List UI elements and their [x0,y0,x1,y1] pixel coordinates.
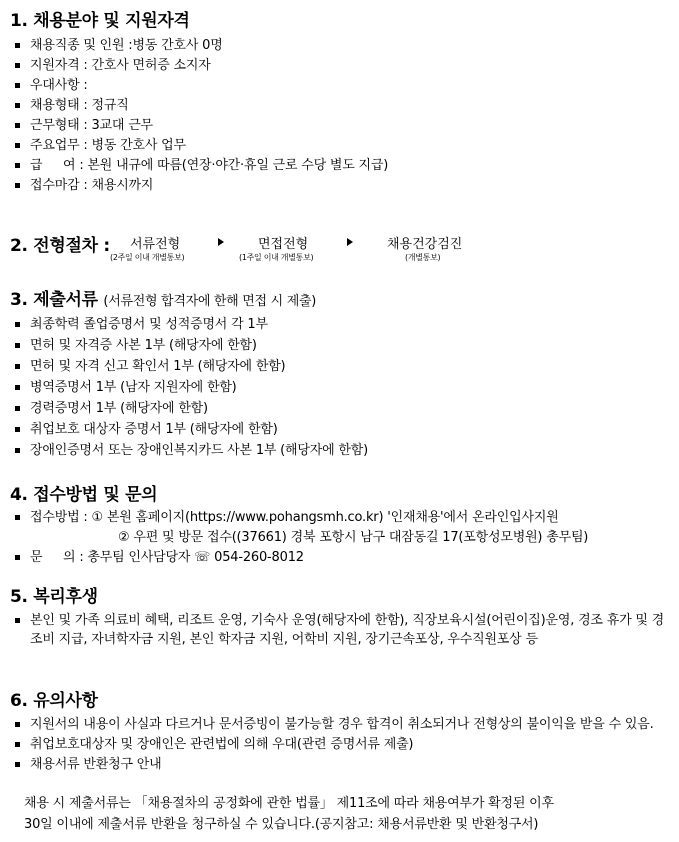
bullet-icon [15,322,20,327]
section-6-list [14,715,665,775]
section-3-subtitle: (서류전형 합격자에 한해 면접 시 제출) [103,294,316,309]
bullet-icon [15,43,20,48]
bullet-icon [15,143,20,148]
step-note: (2주일 이내 개별통보) [110,253,185,262]
bullet-icon [15,406,20,411]
bullet-icon [15,427,20,432]
section-5-list [14,611,665,649]
notice-text: 30일 이내에 제출서류 반환을 청구하실 수 있습니다.(공지참고: 채용서류반환 및 반환청구서) [24,817,539,832]
list-item: 장애인증명서 또는 장애인복지카드 사본 1부 (해당자에 한함) [14,441,669,462]
section-2-title: 2. 전형절차 : [10,236,110,256]
bullet-icon [15,183,20,188]
bullet-icon [15,123,20,128]
list-item: 채용직종 및 인원 :병동 간호사 0명 [14,36,669,56]
bullet-icon [15,63,20,68]
step-interview: 면접전형 [258,237,309,252]
list-item: 채용형태 : 정규직 [14,96,669,116]
step-note: (개별통보) [405,253,441,262]
bullet-icon [15,618,20,623]
section-3-title: 3. 제출서류 (서류전형 합격자에 한해 면접 시 제출) [10,290,316,310]
bullet-icon [15,742,20,747]
arrow-right-icon [347,238,353,246]
bullet-icon [15,722,20,727]
list-item: 우대사항 : [14,76,669,96]
list-item: 취업보호대상자 및 장애인은 관련법에 의해 우대(관련 증명서류 제출) [14,735,665,755]
list-item: 병역증명서 1부 (남자 지원자에 한함) [14,378,669,399]
section-4-title: 4. 접수방법 및 문의 [10,485,158,505]
list-item: 경력증명서 1부 (해당자에 한함) [14,399,669,420]
bullet-icon [15,364,20,369]
list-item: 지원자격 : 간호사 면허증 소지자 [14,56,669,76]
section-4-list [14,508,669,568]
list-item: 지원서의 내용이 사실과 다르거나 문서증빙이 불가능할 경우 합격이 취소되거나 전형상의 불이익을 받을 수 있음. [14,715,665,734]
list-item: 주요업무 : 병동 간호사 업무 [14,136,669,156]
list-item: 취업보호 대상자 증명서 1부 (해당자에 한함) [14,420,669,441]
list-item: ② 우편 및 방문 접수((37661) 경북 포항시 남구 대잠동길 17(포항성모병원) 총무팀) [118,530,589,545]
list-item: 면허 및 자격 신고 확인서 1부 (해당자에 한함) [14,357,669,378]
bullet-icon [15,343,20,348]
list-item: 최종학력 졸업증명서 및 성적증명서 각 1부 [14,315,669,336]
bullet-icon [15,103,20,108]
bullet-icon [15,163,20,168]
step-note: (1주일 이내 개별통보) [239,253,314,262]
list-item: 문 의 : 총무팀 인사담당자 ☏ 054-260-8012 [14,548,669,568]
list-item: 급 여 : 본원 내규에 따름(연장·야간·휴일 근로 수당 별도 지급) [14,156,669,176]
bullet-icon [15,448,20,453]
list-item: 접수방법 : ① 본원 홈페이지(https://www.pohangsmh.co.kr) '인재채용'에서 온라인입사지원 [14,508,669,528]
step-health-check: 채용건강검진 [387,237,463,252]
arrow-right-icon [218,238,224,246]
notice-text: 채용 시 제출서류는 「채용절차의 공정화에 관한 법률」 제11조에 따라 채용여부가 확정된 이후 [24,796,554,811]
bullet-icon [15,83,20,88]
step-document-screening: 서류전형 [130,237,181,252]
bullet-icon [15,515,20,520]
list-item: 본인 및 가족 의료비 혜택, 리조트 운영, 기숙사 운영(해당자에 한함), 직장보육시설(어린이집)운영, 경조 휴가 및 경조비 지급, 자녀학자금 지원, 본인 학자금 지원, 어학비 지원, 장기근속포상, 우수직원포상 등 [14,611,665,649]
section-5-title: 5. 복리후생 [10,587,98,607]
section-1-title: 1. 채용분야 및 지원자격 [10,11,190,31]
section-6-title: 6. 유의사항 [10,691,98,711]
bullet-icon [15,555,20,560]
section-3-list [14,315,669,462]
bullet-icon [15,762,20,767]
list-item: 접수마감 : 채용시까지 [14,176,669,196]
list-item: 채용서류 반환청구 안내 [14,755,665,775]
bullet-icon [15,385,20,390]
section-1-list [14,36,669,196]
list-item: 면허 및 자격증 사본 1부 (해당자에 한함) [14,336,669,357]
list-item: 근무형태 : 3교대 근무 [14,116,669,136]
